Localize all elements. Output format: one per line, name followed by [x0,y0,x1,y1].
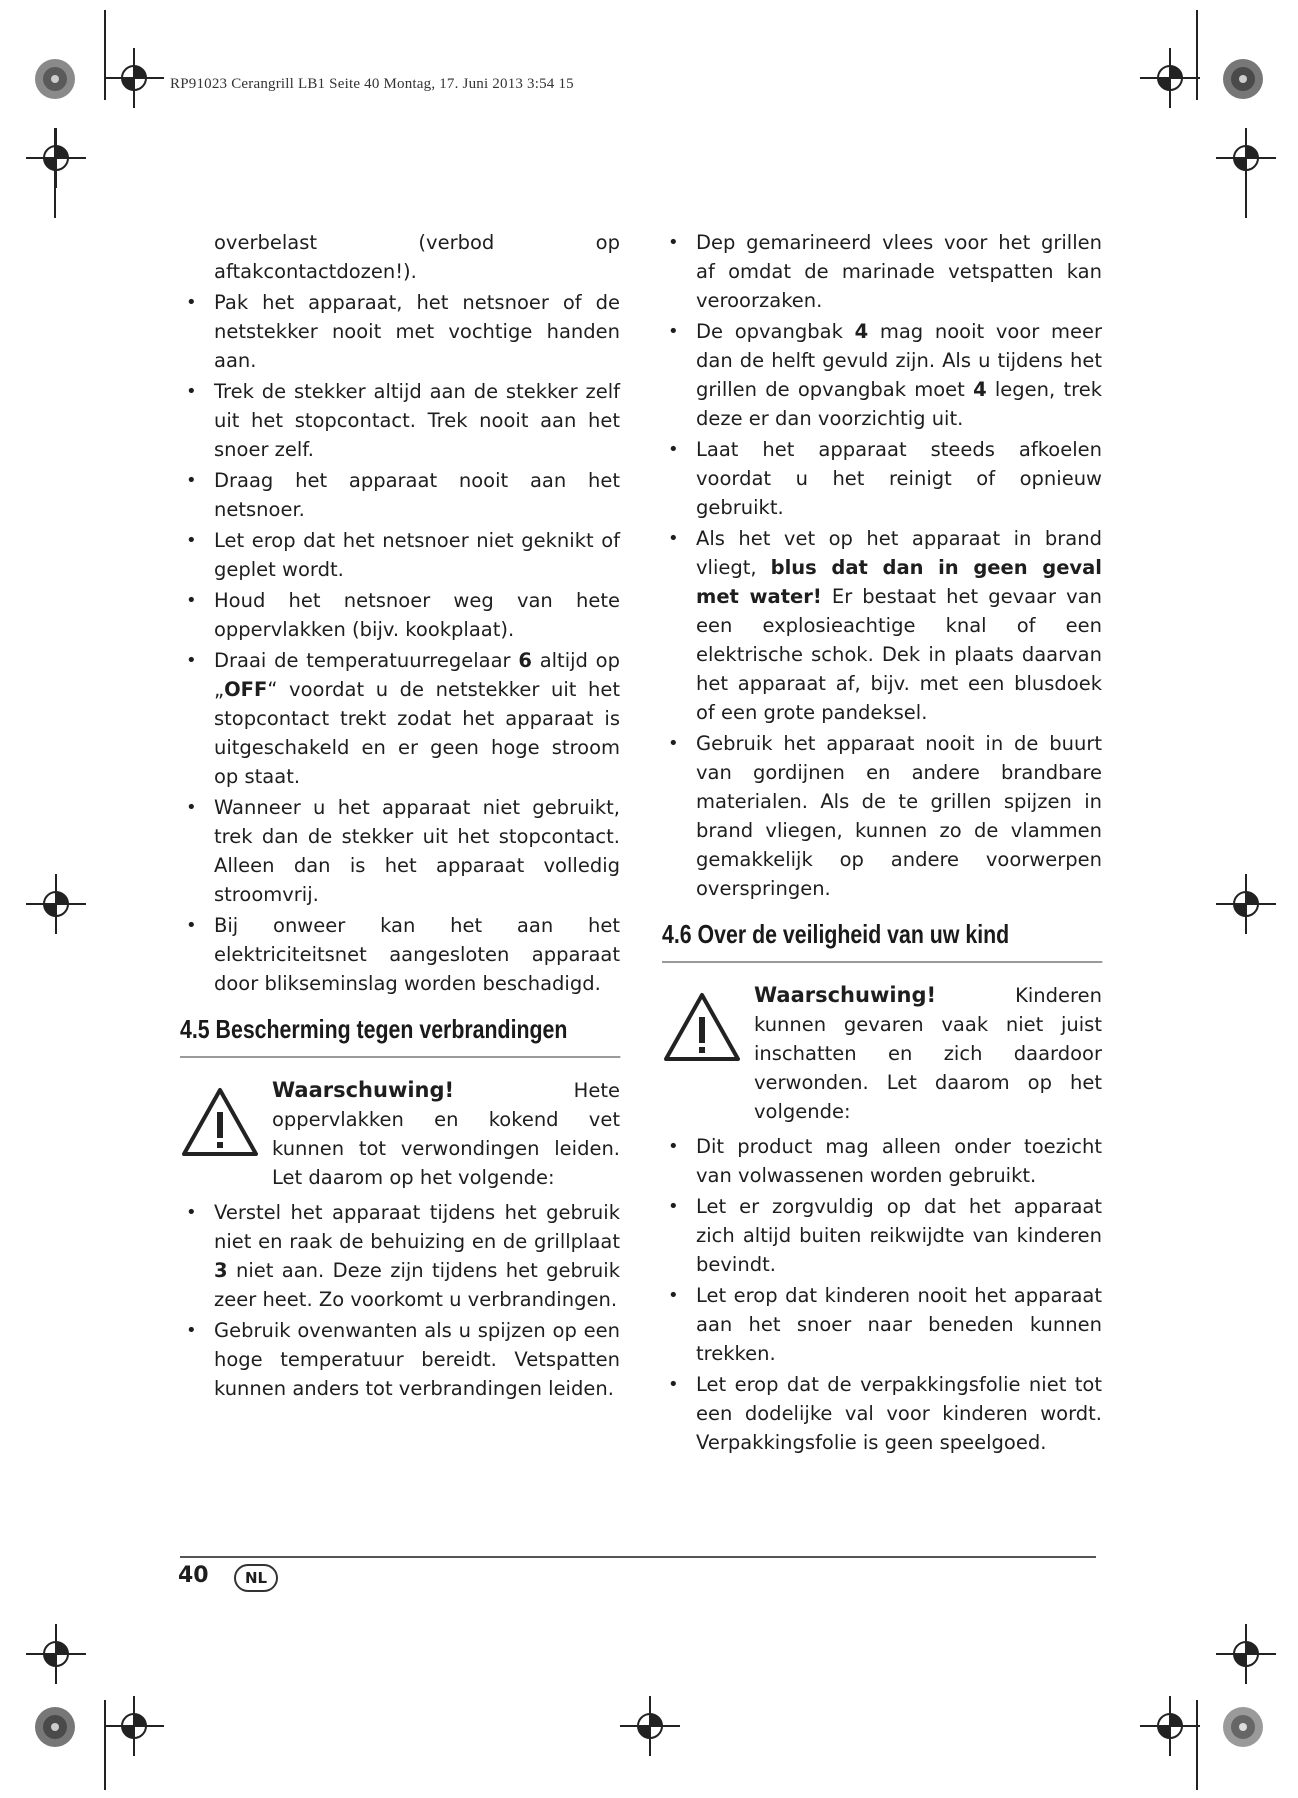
text-run: altijd op „ [214,649,620,701]
paragraph-continuation: overbelast (verbod op aftakcontactdozen!). [214,231,620,283]
list-item [180,646,620,791]
text-run: legen, trek deze er dan voorzichtig uit. [696,378,1102,430]
list-item [662,524,1102,727]
part-number: 3 [214,1259,228,1282]
list-item: • Let erop dat het netsnoer niet geknikt of geplet wordt. [180,526,620,584]
registration-mark-icon [620,1696,680,1756]
section-heading: 4.5 Bescherming tegen verbrandingen [180,1012,620,1058]
language-badge: NL [234,1564,278,1592]
registration-mark-icon [104,1696,164,1756]
text-run: Als het vet op het apparaat in brand vliegt, [696,527,1102,579]
emphasis: blus dat dan in geen geval met water! [696,556,1102,608]
part-number: 4 [973,378,987,401]
registration-mark-icon [1216,1624,1276,1684]
list-item: • Let er zorgvuldig op dat het apparaat zich altijd buiten reikwijdte van kinderen bevindt. [662,1192,1102,1279]
registration-mark-icon [26,874,86,934]
text-run: “ voordat u de netstekker uit het stopcontact trekt zodat het apparaat is uitgeschakeld en er geen hoge stroom op staat. [214,678,620,788]
list-item: • Trek de stekker altijd aan de stekker zelf uit het stopcontact. Trek nooit aan het snoer zelf. [180,377,620,464]
warning-triangle-icon [180,1086,260,1158]
color-rosette-icon [34,58,76,100]
child-safety-bullet-list [662,1132,1102,1457]
text-run: Draai de temperatuurregelaar [214,649,519,672]
right-column [662,228,1102,1459]
list-item: • Pak het apparaat, het netsnoer of de netstekker nooit met vochtige handen aan. [180,288,620,375]
list-item: • Dep gemarineerd vlees voor het grillen af omdat de marinade vetspatten kan veroorzaken. [662,228,1102,315]
list-item: • Let erop dat kinderen nooit het apparaat aan het snoer naar beneden kunnen trekken. [662,1281,1102,1368]
left-column [180,228,620,1405]
footer-divider [180,1556,1096,1558]
burn-bullet-list [180,1198,620,1403]
list-item: • Draag het apparaat nooit aan het netsnoer. [180,466,620,524]
text-run: De opvangbak [696,320,855,343]
page-number: 40 [178,1563,209,1588]
text-run: Er bestaat het gevaar van een explosieachtige knal of een elektrische schok. Dek in plaats daarvan het apparaat af, bijv. met een blusdoek of een grote pandeksel. [696,585,1102,724]
warning-text [272,1076,620,1192]
color-rosette-icon [1222,58,1264,100]
part-number: 4 [854,320,869,343]
warning-body: Hete oppervlakken en kokend vet kunnen tot verwondingen leiden. Let daarom op het volgende: [272,1079,620,1189]
registration-mark-icon [104,48,164,108]
warning-title: Waarschuwing! [272,1078,455,1102]
text-run: niet aan. Deze zijn tijdens het gebruik zeer heet. Zo voorkomt u verbrandingen. [214,1259,620,1311]
registration-mark-icon [26,128,86,188]
warning-triangle-icon [662,991,742,1063]
list-item: • Dit product mag alleen onder toezicht van volwassenen worden gebruikt. [662,1132,1102,1190]
color-rosette-icon [1222,1706,1264,1748]
warning-body: Kinderen kunnen gevaren vaak niet juist inschatten en zich daardoor verwonden. Let daarom op het volgende: [754,984,1102,1123]
list-item: • Laat het apparaat steeds afkoelen voordat u het reinigt of opnieuw gebruikt. [662,435,1102,522]
warning-box [180,1076,620,1192]
list-item [180,1198,620,1314]
list-item: • Gebruik ovenwanten als u spijzen op een hoge temperatuur bereidt. Vetspatten kunnen anders tot verbrandingen leiden. [180,1316,620,1403]
color-rosette-icon [34,1706,76,1748]
warning-title: Waarschuwing! [754,983,937,1007]
registration-mark-icon [1140,1696,1200,1756]
part-number: 6 [518,649,532,672]
grill-bullet-list [662,228,1102,903]
list-item: • Bij onweer kan het aan het elektriciteitsnet aangesloten apparaat door blikseminslag worden beschadigd. [180,911,620,998]
text-run: Verstel het apparaat tijdens het gebruik niet en raak de behuizing en de grillplaat [214,1201,620,1253]
text-run: mag nooit voor meer dan de helft gevuld zijn. Als u tijdens het grillen de opvangbak moet [696,320,1102,401]
list-item [662,317,1102,433]
warning-text [754,981,1102,1126]
registration-mark-icon [1216,874,1276,934]
registration-mark-icon [26,1624,86,1684]
off-label: OFF [224,678,268,701]
list-item: • Let erop dat de verpakkingsfolie niet tot een dodelijke val voor kinderen wordt. Verpakkingsfolie is geen speelgoed. [662,1370,1102,1457]
list-item: • Houd het netsnoer weg van hete oppervlakken (bijv. kookplaat). [180,586,620,644]
list-item: • Wanneer u het apparaat niet gebruikt, trek dan de stekker uit het stopcontact. Alleen dan is het apparaat volledig stroomvrij. [180,793,620,909]
safety-bullet-list [180,288,620,998]
list-item: • Gebruik het apparaat nooit in de buurt van gordijnen en andere brandbare materialen. Als de te grillen spijzen in brand vliegen, kunnen zo de vlammen gemakkelijk op andere voorwerpen overspringen. [662,729,1102,903]
section-heading: 4.6 Over de veiligheid van uw kind [662,917,1102,963]
registration-mark-icon [1140,48,1200,108]
print-slug: RP91023 Cerangrill LB1 Seite 40 Montag, 17. Juni 2013 3:54 15 [170,76,574,92]
warning-box [662,981,1102,1126]
registration-mark-icon [1216,128,1276,188]
